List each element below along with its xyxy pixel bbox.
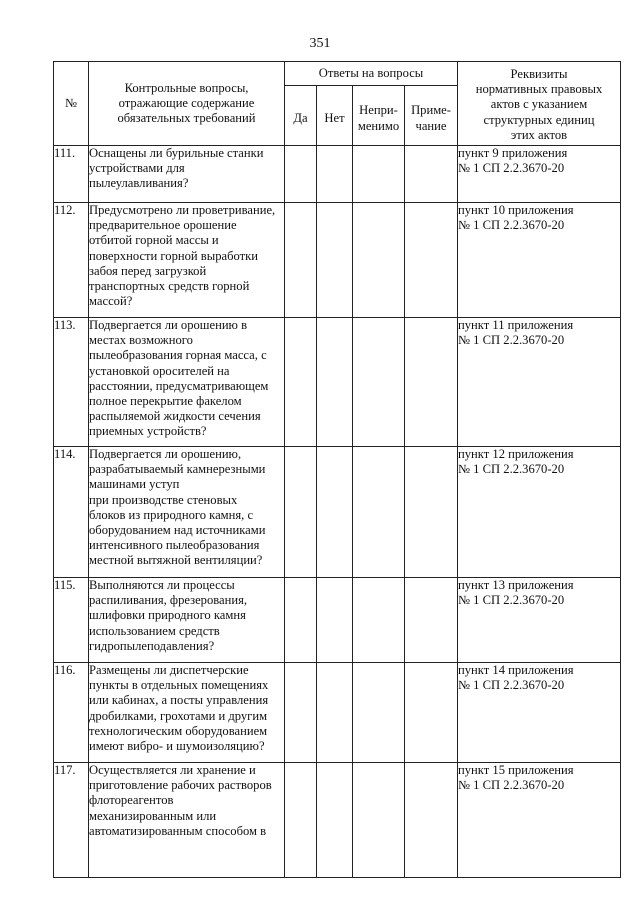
answer-note-cell[interactable] xyxy=(405,763,458,878)
answer-not-applicable-cell[interactable] xyxy=(353,763,405,878)
answer-yes-cell[interactable] xyxy=(285,763,317,878)
reference-text: пункт 14 приложения № 1 СП 2.2.3670-20 xyxy=(458,663,621,763)
answer-not-applicable-cell[interactable] xyxy=(353,663,405,763)
checklist-table xyxy=(53,61,621,878)
reference-text: пункт 12 приложения № 1 СП 2.2.3670-20 xyxy=(458,447,621,578)
answer-yes-cell[interactable] xyxy=(285,318,317,447)
table-row xyxy=(54,318,621,447)
question-text: Предусмотрено ли проветривание, предварительное орошение отбитой горной массы и поверхности горной выработки забоя перед загрузкой транспортных средств горной массой? xyxy=(89,203,285,318)
row-number: 113. xyxy=(54,318,89,447)
answer-no-cell[interactable] xyxy=(317,203,353,318)
answer-note-cell[interactable] xyxy=(405,318,458,447)
question-text: Подвергается ли орошению в местах возможного пылеобразования горная масса, с установкой оросителей на расстоянии, предусматривающем полное перекрытие факелом распыляемой жидкости сечения приемных устройств? xyxy=(89,318,285,447)
answer-yes-cell[interactable] xyxy=(285,146,317,203)
row-number: 111. xyxy=(54,146,89,203)
answer-note-cell[interactable] xyxy=(405,663,458,763)
answer-not-applicable-cell[interactable] xyxy=(353,203,405,318)
answer-yes-cell[interactable] xyxy=(285,663,317,763)
answer-no-cell[interactable] xyxy=(317,578,353,663)
answer-yes-cell[interactable] xyxy=(285,203,317,318)
header-answer-no: Нет xyxy=(317,86,353,146)
header-answers-group: Ответы на вопросы xyxy=(285,62,458,86)
answer-yes-cell[interactable] xyxy=(285,447,317,578)
header-requisites: Реквизиты нормативных правовых актов с указанием структурных единиц этих актов xyxy=(458,62,621,146)
reference-text: пункт 11 приложения № 1 СП 2.2.3670-20 xyxy=(458,318,621,447)
answer-no-cell[interactable] xyxy=(317,146,353,203)
answer-not-applicable-cell[interactable] xyxy=(353,578,405,663)
reference-text: пункт 13 приложения № 1 СП 2.2.3670-20 xyxy=(458,578,621,663)
reference-text: пункт 15 приложения № 1 СП 2.2.3670-20 xyxy=(458,763,621,878)
table-row xyxy=(54,663,621,763)
table-row xyxy=(54,203,621,318)
question-text: Размещены ли диспетчерские пункты в отдельных помещениях или кабинах, а посты управления дробилками, грохотами и другим технологическим оборудованием имеют вибро- и шумоизоляцию? xyxy=(89,663,285,763)
row-number: 116. xyxy=(54,663,89,763)
page-number: 351 xyxy=(309,36,331,51)
question-text: Выполняются ли процессы распиливания, фрезерования, шлифовки природного камня использованием средств гидропылеподавления? xyxy=(89,578,285,663)
row-number: 115. xyxy=(54,578,89,663)
answer-not-applicable-cell[interactable] xyxy=(353,447,405,578)
question-text: Подвергается ли орошению, разрабатываемый камнерезными машинами уступ при производстве стеновых блоков из природного камня, с оборудованием над источниками интенсивного пылеобразования местной вытяжной вентиляции? xyxy=(89,447,285,578)
answer-not-applicable-cell[interactable] xyxy=(353,146,405,203)
answer-note-cell[interactable] xyxy=(405,146,458,203)
header-num: № xyxy=(54,62,89,146)
header-answer-not-applicable: Непри- менимо xyxy=(353,86,405,146)
header-question: Контрольные вопросы, отражающие содержание обязательных требований xyxy=(89,62,285,146)
header-answer-note: Приме- чание xyxy=(405,86,458,146)
row-number: 114. xyxy=(54,447,89,578)
answer-note-cell[interactable] xyxy=(405,578,458,663)
reference-text: пункт 10 приложения № 1 СП 2.2.3670-20 xyxy=(458,203,621,318)
answer-note-cell[interactable] xyxy=(405,203,458,318)
answer-no-cell[interactable] xyxy=(317,763,353,878)
table-row xyxy=(54,146,621,203)
table-row xyxy=(54,447,621,578)
answer-yes-cell[interactable] xyxy=(285,578,317,663)
answer-note-cell[interactable] xyxy=(405,447,458,578)
table-row xyxy=(54,578,621,663)
answer-no-cell[interactable] xyxy=(317,318,353,447)
row-number: 117. xyxy=(54,763,89,878)
answer-not-applicable-cell[interactable] xyxy=(353,318,405,447)
header-answer-yes: Да xyxy=(285,86,317,146)
table-row xyxy=(54,763,621,878)
question-text: Оснащены ли бурильные станки устройствами для пылеулавливания? xyxy=(89,146,285,203)
row-number: 112. xyxy=(54,203,89,318)
question-text: Осуществляется ли хранение и приготовление рабочих растворов флотореагентов механизированным или автоматизированным способом в xyxy=(89,763,285,878)
answer-no-cell[interactable] xyxy=(317,447,353,578)
reference-text: пункт 9 приложения № 1 СП 2.2.3670-20 xyxy=(458,146,621,203)
answer-no-cell[interactable] xyxy=(317,663,353,763)
